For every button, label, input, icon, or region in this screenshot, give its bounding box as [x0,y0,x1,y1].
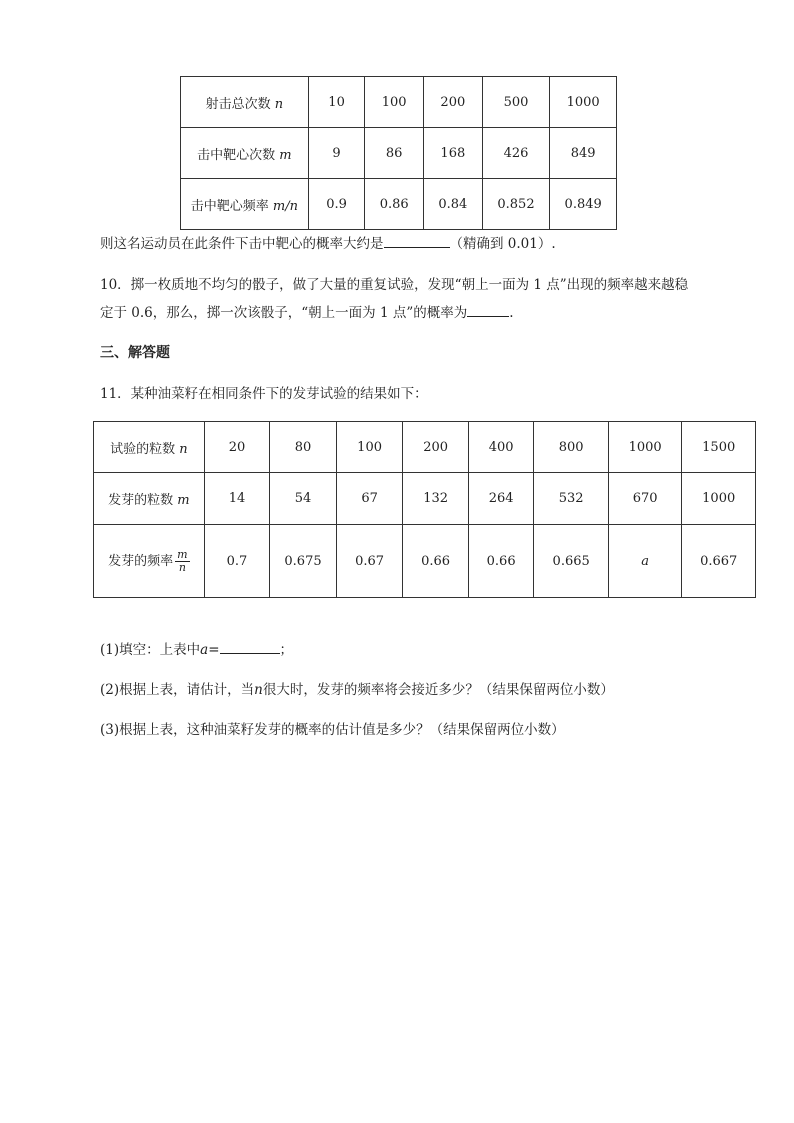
fraction-numerator: m [177,547,188,561]
row-label-cell [94,473,205,525]
fraction-denominator: n [178,560,186,574]
table-cell: 1000 [608,422,681,473]
table-cell: 264 [468,473,534,525]
row-var: m [177,493,190,508]
answer-blank[interactable] [384,233,450,248]
row-label-cell [181,179,309,230]
question-10-line2 [100,301,514,321]
table-row [181,179,617,230]
table-cell: 670 [608,473,681,525]
table-cell: 0.66 [403,525,469,598]
q10-text: 定于 0.6，那么，掷一次该骰子，“朝上一面为 1 点”的概率为 [100,305,468,321]
row-label-cell [181,77,309,128]
table-cell: 500 [482,77,550,128]
answer-blank[interactable] [220,639,280,654]
row-var: m [279,147,292,163]
table-cell: 54 [270,473,337,525]
table-cell: 0.84 [424,179,483,230]
table-cell: 132 [403,473,469,525]
part1-end: ； [279,642,293,658]
table-cell: 0.665 [534,525,609,598]
q9-text: 则这名运动员在此条件下击中靶心的概率大约是 [100,236,384,252]
part2-text: (2)根据上表，请估计，当 [100,682,255,698]
section-title: 三、解答题 [100,345,170,361]
question-11-part1 [100,638,293,658]
question-11-part3: (3)根据上表，这种油菜籽发芽的概率的估计值是多少？（结果保留两位小数） [100,722,565,738]
table-cell: 0.675 [270,525,337,598]
table-cell: 0.9 [308,179,365,230]
table-cell: 9 [308,128,365,179]
part1-var: a [200,642,209,658]
row-label: 发芽的频率 [108,553,174,569]
table-cell: 1500 [682,422,756,473]
table-cell: 0.86 [365,179,424,230]
row-label: 发芽的粒数 [108,493,174,508]
table-cell: 200 [403,422,469,473]
table-cell: 0.67 [336,525,403,598]
fraction-m-over-n [175,549,189,574]
q9-note: （精确到 0.01）. [449,236,556,252]
table-row [181,128,617,179]
answer-blank[interactable] [467,302,509,317]
table-row [94,422,756,473]
table-cell: 20 [204,422,269,473]
table-cell: 0.667 [682,525,756,598]
table-cell: 80 [270,422,337,473]
row-var: m/n [272,198,299,214]
q10-end: . [509,305,514,321]
table-cell: 800 [534,422,609,473]
row-label: 击中靶心次数 [197,147,276,163]
table-cell: 100 [336,422,403,473]
row-label-cell [94,422,205,473]
part2-text-end: 很大时，发芽的频率将会接近多少？（结果保留两位小数） [262,682,614,698]
table-cell: 168 [424,128,483,179]
row-label: 试验的粒数 [110,441,176,457]
table-germination [93,421,756,598]
row-var: n [274,96,284,112]
table-row [94,473,756,525]
row-label: 击中靶心频率 [190,198,269,214]
table-cell: a [608,525,681,598]
part2-var: n [254,682,263,698]
table-cell: 400 [468,422,534,473]
table-cell: 200 [424,77,483,128]
table-row [181,77,617,128]
table-cell: 849 [550,128,617,179]
question-10-line1: 10．掷一枚质地不均匀的骰子，做了大量的重复试验，发现“朝上一面为 1 点”出现的频率越来越稳 [100,277,689,293]
part1-text: (1)填空：上表中 [100,642,201,658]
table-cell: 100 [365,77,424,128]
part1-eq: = [208,642,220,658]
table-cell: 86 [365,128,424,179]
table-cell: 10 [308,77,365,128]
table-cell: 0.66 [468,525,534,598]
question-9-tail [100,232,556,252]
row-label-cell [94,525,205,598]
table-row [94,525,756,598]
table-cell: 0.7 [204,525,269,598]
table-cell: 0.852 [482,179,550,230]
table-cell: 1000 [682,473,756,525]
question-11-intro: 11．某种油菜籽在相同条件下的发芽试验的结果如下： [100,386,428,402]
table-cell: 1000 [550,77,617,128]
table-cell: 0.849 [550,179,617,230]
table-cell: 532 [534,473,609,525]
table-cell: 67 [336,473,403,525]
row-var: n [179,441,188,457]
table-shooting [180,76,617,230]
table-cell: 426 [482,128,550,179]
row-label-cell [181,128,309,179]
table-cell: 14 [204,473,269,525]
question-11-part2 [100,678,614,698]
row-label: 射击总次数 [205,96,271,112]
